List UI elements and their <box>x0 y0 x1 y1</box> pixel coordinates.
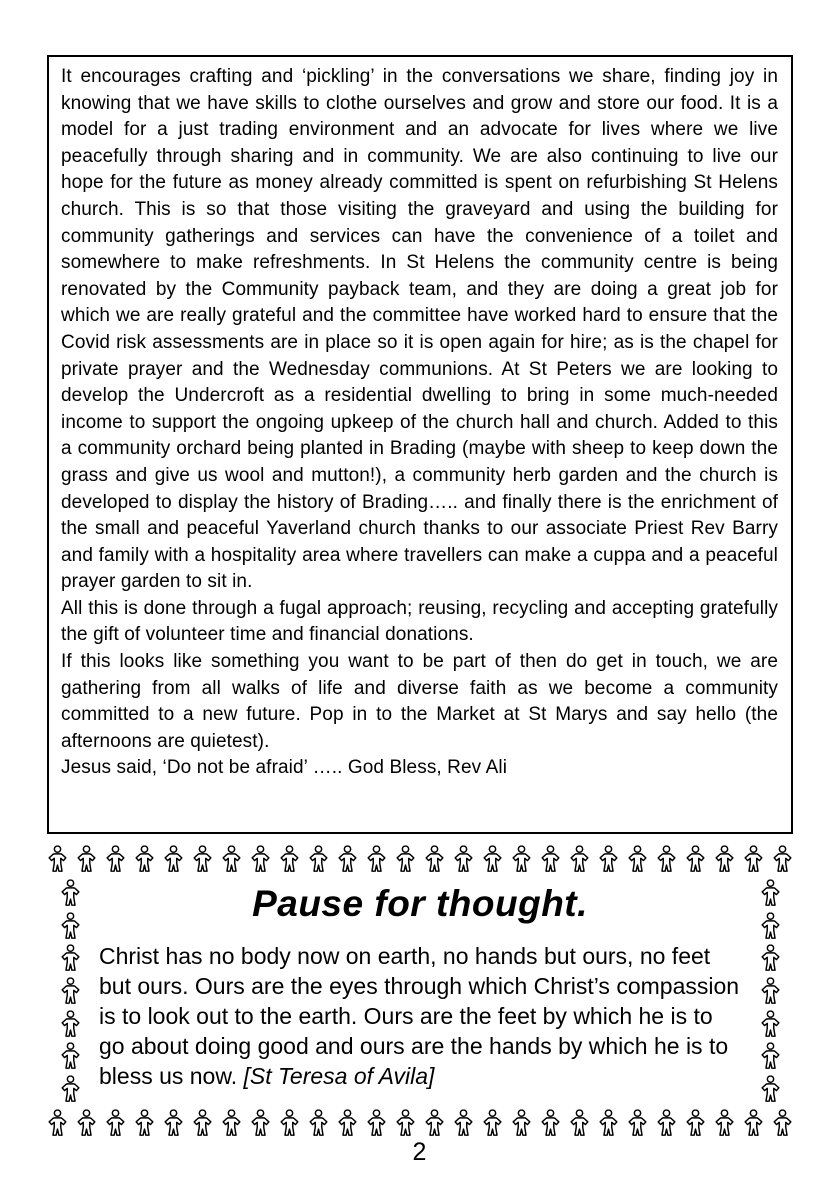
person-icon <box>366 1109 387 1137</box>
person-icon <box>760 912 781 940</box>
person-icon <box>60 1042 81 1070</box>
person-icon <box>337 845 358 873</box>
person-icon <box>685 845 706 873</box>
person-icon <box>511 1109 532 1137</box>
person-icon <box>685 1109 706 1137</box>
quote-text: Christ has no body now on earth, no hands but ours, no feet but ours. Ours are the eyes through which Christ’s compassion is to look out to the earth. Ours are the feet by which he is to go about doing good and ours are the hands by which he is to bless us now. <box>99 943 740 1089</box>
person-icon <box>163 1109 184 1137</box>
person-border-top <box>47 845 793 875</box>
person-icon <box>760 1042 781 1070</box>
person-icon <box>760 1010 781 1038</box>
person-icon <box>714 1109 735 1137</box>
person-icon <box>598 845 619 873</box>
person-icon <box>772 1109 793 1137</box>
person-icon <box>47 845 68 873</box>
person-icon <box>192 1109 213 1137</box>
quote-attribution: [St Teresa of Avila] <box>243 1063 435 1089</box>
person-icon <box>337 1109 358 1137</box>
person-border-left <box>47 875 93 1107</box>
person-icon <box>308 1109 329 1137</box>
person-icon <box>482 845 503 873</box>
person-icon <box>627 845 648 873</box>
person-icon <box>366 845 387 873</box>
person-icon <box>250 1109 271 1137</box>
article-paragraph: All this is done through a fugal approach; reusing, recycling and accepting gratefully the gift of volunteer time and financial donations. <box>61 597 778 646</box>
article-box <box>47 55 793 834</box>
person-icon <box>569 1109 590 1137</box>
person-icon <box>743 1109 764 1137</box>
person-icon <box>482 1109 503 1137</box>
person-icon <box>47 1109 68 1137</box>
page-number: 2 <box>412 1138 427 1166</box>
person-icon <box>424 1109 445 1137</box>
person-icon <box>134 1109 155 1137</box>
person-icon <box>772 845 793 873</box>
article-paragraph: If this looks like something you want to be part of then do get in touch, we are gathering from all walks of life and diverse faith as we become a community committed to a new future. Pop in to the Market at St Marys and say hello (the afternoons are quietest). <box>61 651 778 752</box>
person-icon <box>760 944 781 972</box>
person-icon <box>60 1075 81 1103</box>
person-icon <box>395 845 416 873</box>
person-icon <box>760 879 781 907</box>
person-icon <box>221 845 242 873</box>
person-icon <box>511 845 532 873</box>
article-signoff: Jesus said, ‘Do not be afraid’ ….. God Bless, Rev Ali <box>61 757 508 779</box>
person-border-bottom <box>47 1107 793 1137</box>
person-icon <box>76 845 97 873</box>
person-icon <box>569 845 590 873</box>
person-icon <box>279 845 300 873</box>
person-icon <box>60 944 81 972</box>
person-icon <box>760 1075 781 1103</box>
person-icon <box>192 845 213 873</box>
person-icon <box>395 1109 416 1137</box>
pause-for-thought-section <box>47 845 793 1137</box>
person-icon <box>453 845 474 873</box>
person-icon <box>105 845 126 873</box>
person-icon <box>743 845 764 873</box>
person-icon <box>60 912 81 940</box>
person-icon <box>656 1109 677 1137</box>
person-border-right <box>747 875 793 1107</box>
article-paragraph: It encourages crafting and ‘pickling’ in the conversations we share, finding joy in knowing that we have skills to clothe ourselves and grow and store our food. It is a model for a just trading environment and an advocate for lives where we live peacefully through sharing and in community. We are also continuing to live our hope for the future as money already committed is spent on refurbishing St Helens church. This is so that those visiting the graveyard and using the building for community gatherings and services can have the convenience of a toilet and somewhere to make refreshments. In St Helens the community centre is being renovated by the Community payback team, and they are doing a great job for which we are really grateful and the committee have worked hard to ensure that the Covid risk assessments are in place so it is open again for hire; as is the chapel for private prayer and the Wednesday communions. At St Peters we are looking to develop the Undercroft as a residential dwelling to bring in some much-needed income to support the ongoing upkeep of the church hall and church. Added to this a community orchard being planted in Brading (maybe with sheep to keep down the grass and give us wool and mutton!), a community herb garden and the church is developed to display the history of Brading….. and finally there is the enrichment of the small and peaceful Yaverland church thanks to our associate Priest Rev Barry and family with a hospitality area where travellers can make a cuppa and a peaceful prayer garden to sit in. <box>61 66 778 593</box>
person-icon <box>134 845 155 873</box>
person-icon <box>60 879 81 907</box>
person-icon <box>60 977 81 1005</box>
pause-title: Pause for thought. <box>252 883 588 924</box>
person-icon <box>424 845 445 873</box>
person-icon <box>221 1109 242 1137</box>
person-icon <box>308 845 329 873</box>
person-icon <box>656 845 677 873</box>
person-icon <box>540 845 561 873</box>
person-icon <box>163 845 184 873</box>
quote-paragraph <box>99 941 741 1091</box>
person-icon <box>250 845 271 873</box>
person-icon <box>76 1109 97 1137</box>
person-icon <box>60 1010 81 1038</box>
pause-content <box>93 875 747 1107</box>
person-icon <box>760 977 781 1005</box>
person-icon <box>627 1109 648 1137</box>
person-icon <box>714 845 735 873</box>
person-icon <box>540 1109 561 1137</box>
person-icon <box>279 1109 300 1137</box>
person-icon <box>598 1109 619 1137</box>
person-icon <box>105 1109 126 1137</box>
person-icon <box>453 1109 474 1137</box>
